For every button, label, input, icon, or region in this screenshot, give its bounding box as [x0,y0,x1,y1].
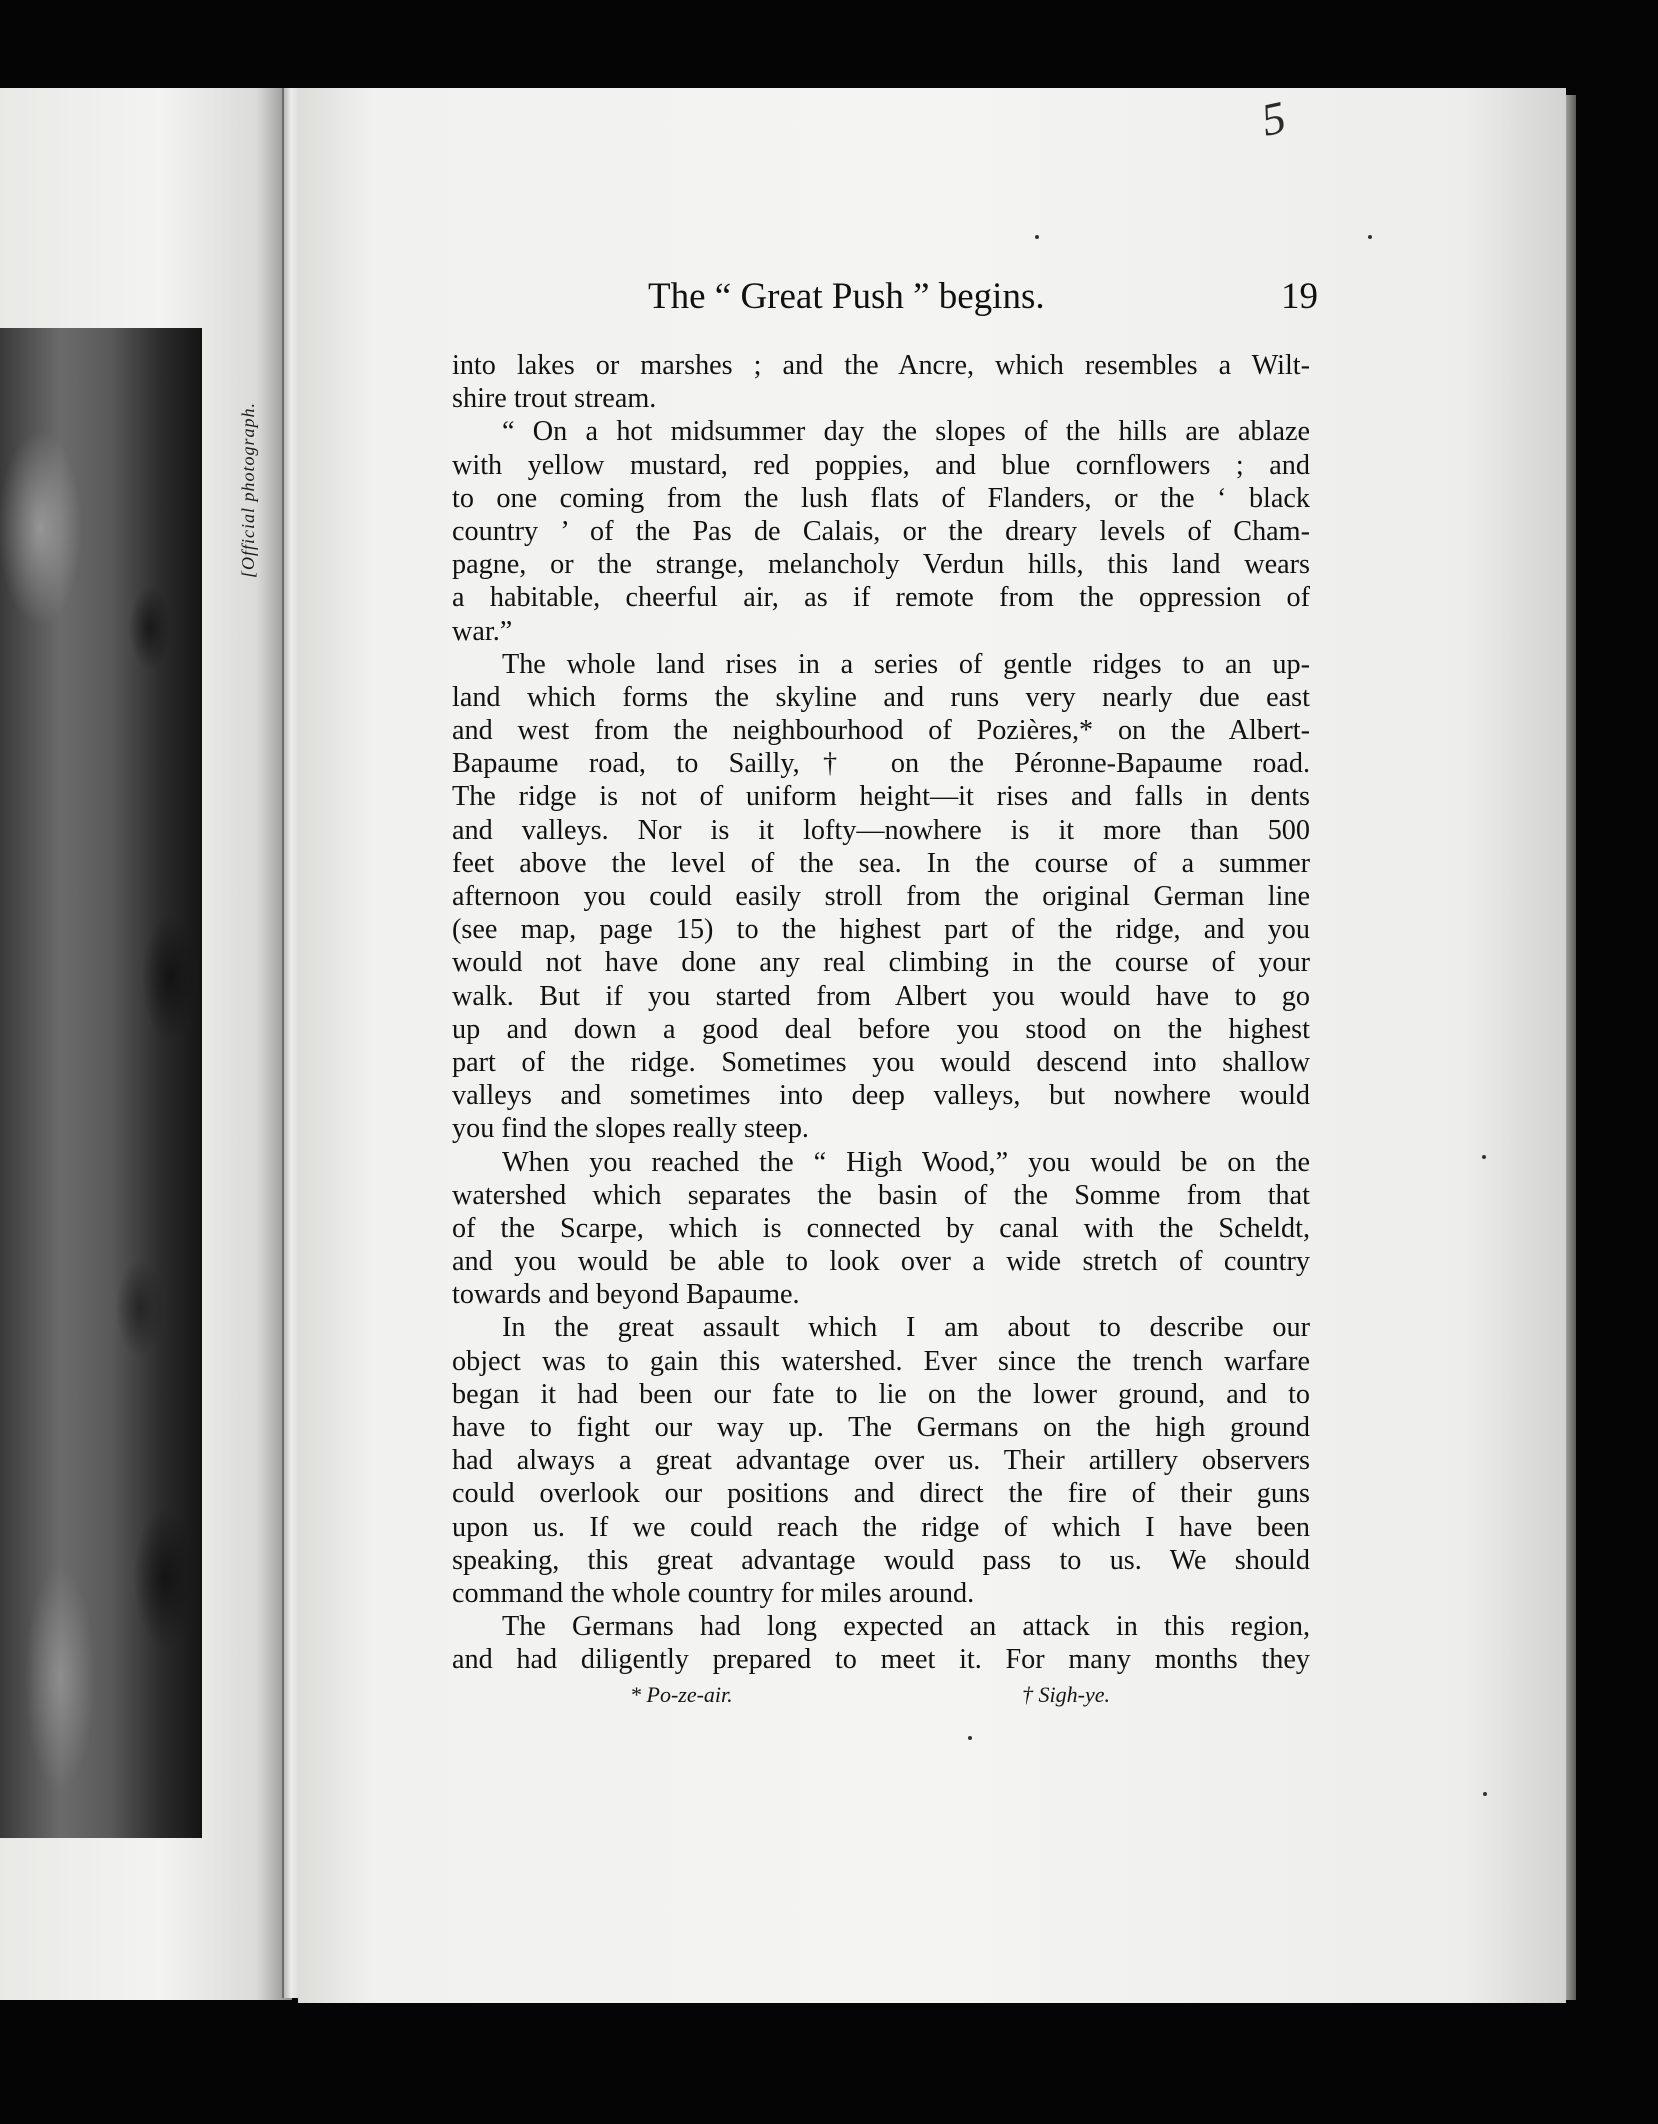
text-line: pagne, or the strange, melancholy Verdun hills, this land wears [452,549,1310,581]
text-line: valleys and sometimes into deep valleys, but nowhere would [452,1080,1310,1112]
text-line: war.” [452,615,513,647]
print-speck [1483,1792,1487,1796]
text-line: land which forms the skyline and runs very nearly due east [452,681,1310,713]
text-line: shire trout stream. [452,383,657,415]
text-line: object was to gain this watershed. Ever since the trench warfare [452,1345,1310,1377]
text-line: and had diligently prepared to meet it. For many months they [452,1644,1310,1676]
text-line: and you would be able to look over a wide stretch of country [452,1246,1310,1278]
text-line: country ’ of the Pas de Calais, or the dreary levels of Cham- [452,515,1310,547]
text-line: to one coming from the lush flats of Flanders, or the ‘ black [452,482,1310,514]
left-page [0,88,292,2000]
print-speck [1368,235,1372,239]
text-line: towards and beyond Bapaume. [452,1279,800,1311]
text-line: command the whole country for miles around. [452,1577,975,1609]
text-line: with yellow mustard, red poppies, and blue cornflowers ; and [452,449,1310,481]
footnote-sailly: † Sigh-ye. [1022,1682,1110,1707]
footnotes [452,1682,1310,1716]
text-line: speaking, this great advantage would pass to us. We should [452,1544,1310,1576]
text-line: up and down a good deal before you stood on the highest [452,1013,1310,1045]
text-line: feet above the level of the sea. In the course of a summer [452,847,1310,879]
footnote-pozieres: * Po-ze-air. [630,1682,733,1707]
text-line: could overlook our positions and direct the fire of their guns [452,1478,1310,1510]
page-number: 19 [1281,276,1318,317]
text-line: and west from the neighbourhood of Pozières,* on the Albert- [452,715,1310,747]
text-line: of the Scarpe, which is connected by canal with the Scheldt, [452,1212,1310,1244]
print-speck [1035,235,1039,239]
print-speck [968,1736,972,1740]
text-line: The whole land rises in a series of gentle ridges to an up- [502,648,1310,680]
text-line: and valleys. Nor is it lofty—nowhere is it more than 500 [452,814,1310,846]
text-line: When you reached the “ High Wood,” you would be on the [502,1146,1310,1178]
text-line: Bapaume road, to Sailly,† on the Péronne-Bapaume road. [452,748,1310,780]
text-line: would not have done any real climbing in the course of your [452,947,1310,979]
text-line: a habitable, cheerful air, as if remote from the oppression of [452,582,1310,614]
pencil-annotation: 5 [1256,91,1291,146]
text-line: you find the slopes really steep. [452,1113,809,1145]
running-head [648,275,1318,335]
text-line: had always a great advantage over us. Their artillery observers [452,1445,1310,1477]
text-line: have to fight our way up. The Germans on the high ground [452,1412,1310,1443]
text-line: watershed which separates the basin of the Somme from that [452,1179,1310,1211]
text-line: into lakes or marshes ; and the Ancre, which resembles a Wilt- [452,350,1310,381]
text-line: In the great assault which I am about to describe our [502,1312,1310,1344]
text-line: (see map, page 15) to the highest part of the ridge, and you [452,914,1310,946]
text-line: began it had been our fate to lie on the lower ground, and to [452,1378,1310,1410]
page-title: The “ Great Push ” begins. [648,276,1045,317]
text-line: The ridge is not of uniform height—it rises and falls in dents [452,781,1310,813]
text-line: upon us. If we could reach the ridge of which I have been [452,1511,1310,1543]
photo-credit: [Official photograph. [238,402,258,579]
photograph-plate [0,328,202,1838]
text-line: The Germans had long expected an attack in this region, [502,1611,1310,1643]
print-speck [1482,1155,1486,1159]
text-line: afternoon you could easily stroll from the original German line [452,881,1310,912]
body-text [452,349,1310,1677]
text-line: walk. But if you started from Albert you would have to go [452,980,1310,1012]
page-edge-shadow [1566,95,1576,2000]
text-line: part of the ridge. Sometimes you would descend into shallow [452,1046,1310,1078]
text-line: “ On a hot midsummer day the slopes of the hills are ablaze [502,416,1310,448]
